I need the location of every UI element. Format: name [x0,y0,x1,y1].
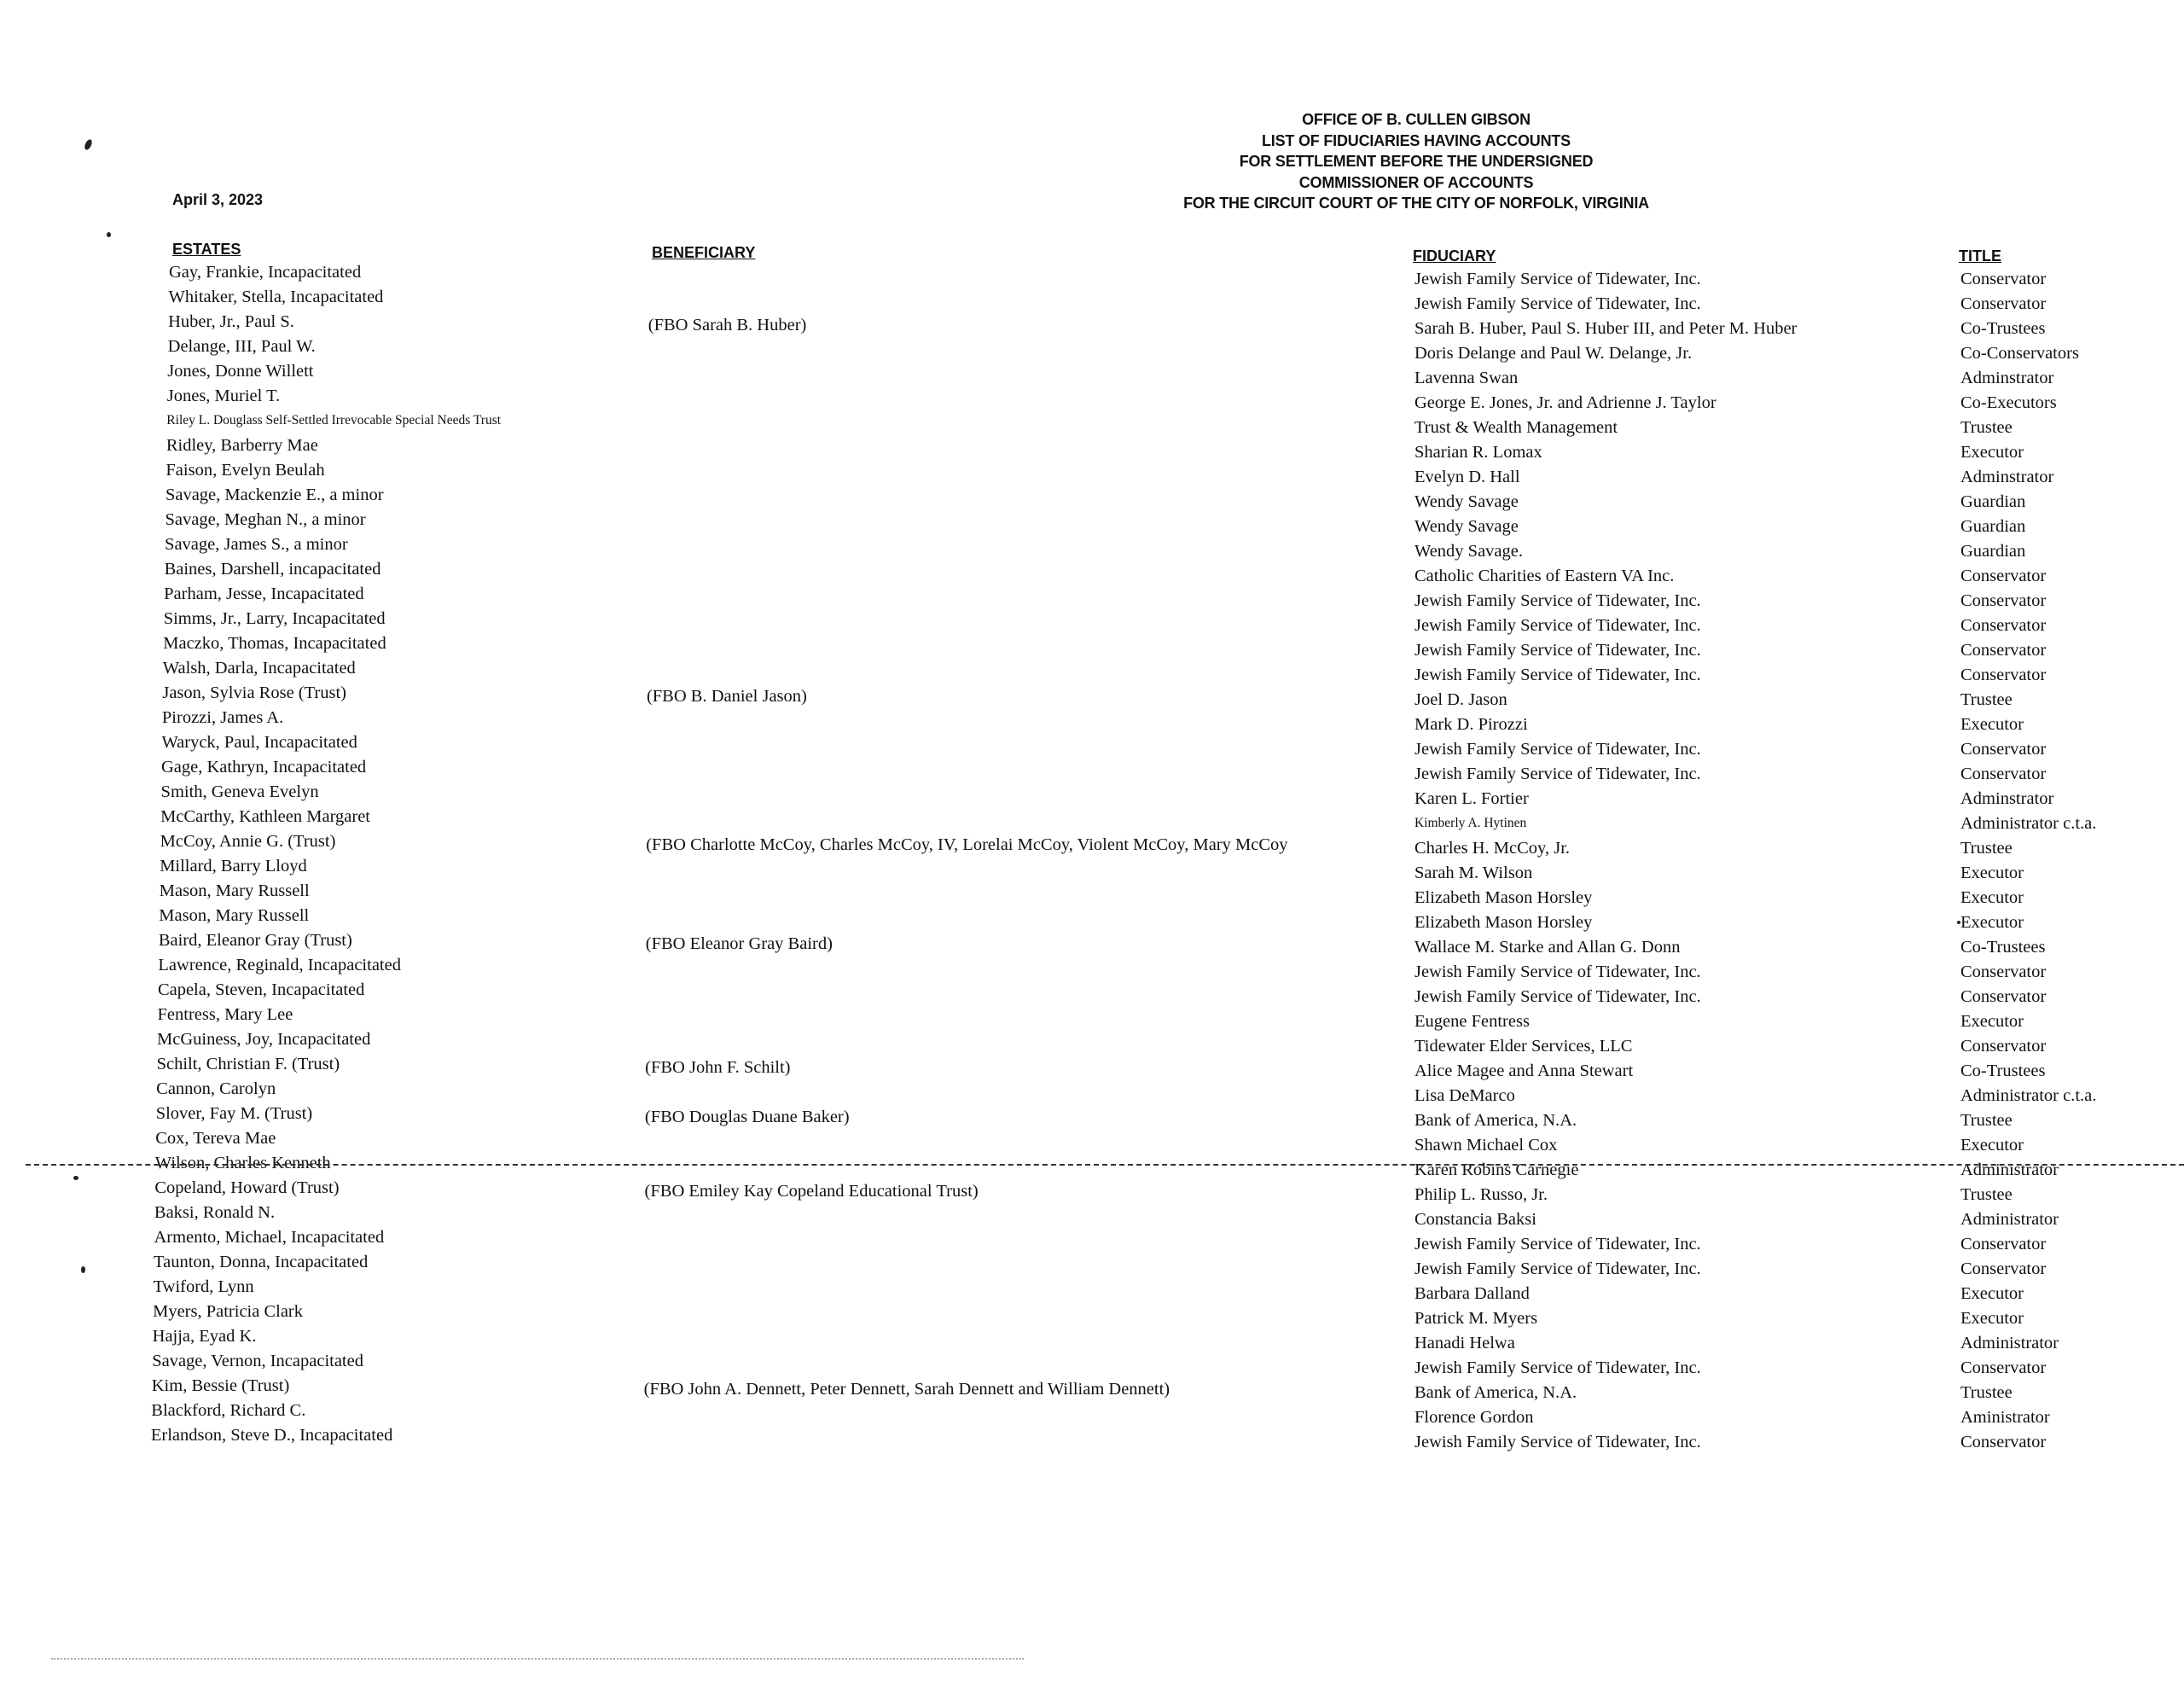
estate-cell: Savage, Meghan N., a minor [165,510,366,529]
document-date: April 3, 2023 [172,191,264,208]
scan-speck [107,232,111,237]
fiduciary-cell: George E. Jones, Jr. and Adrienne J. Taylor [1414,393,1716,412]
fiduciary-cell: Charles H. McCoy, Jr. [1414,839,1571,858]
estate-cell: Fentress, Mary Lee [157,1005,293,1024]
scan-speck [84,138,94,151]
fiduciary-cell: Karen Robins Carnegie [1414,1160,1579,1179]
scan-artifact-line [51,1658,1024,1660]
estate-cell: Mason, Mary Russell [159,881,310,900]
fiduciary-cell: Kimberly A. Hytinen [1414,816,1527,830]
fiduciary-cell: Wallace M. Starke and Allan G. Donn [1414,938,1681,957]
estate-cell: Delange, III, Paul W. [167,337,316,356]
header-line-settlement: FOR SETTLEMENT BEFORE THE UNDERSIGNED [1239,153,1594,170]
fiduciary-cell: Jewish Family Service of Tidewater, Inc. [1414,1259,1701,1278]
beneficiary-cell: (FBO B. Daniel Jason) [646,687,807,706]
fiduciary-cell: Wendy Savage [1414,492,1519,511]
header-line-court: FOR THE CIRCUIT COURT OF THE CITY OF NORFOLK, VIRGINIA [1183,195,1649,212]
title-cell: Adminstrator [1960,468,2054,486]
title-cell: Co-Conservators [1960,344,2079,363]
column-header-fiduciary: FIDUCIARY [1413,247,1496,265]
estate-cell: Ridley, Barberry Mae [166,436,318,455]
estate-cell: Walsh, Darla, Incapacitated [162,659,356,678]
title-cell: Conservator [1960,963,2047,981]
beneficiary-cell: (FBO Eleanor Gray Baird) [645,934,833,953]
strikethrough-line [26,1164,2184,1166]
estate-cell: Riley L. Douglass Self-Settled Irrevocable Special Needs Trust [166,413,502,428]
fiduciary-cell: Tidewater Elder Services, LLC [1414,1037,1633,1056]
estate-cell: Baines, Darshell, incapacitated [164,560,381,579]
estate-cell: Lawrence, Reginald, Incapacitated [158,956,401,974]
estate-cell: Parham, Jesse, Incapacitated [164,585,364,603]
title-cell: Conservator [1960,294,2047,313]
estate-cell: Kim, Bessie (Trust) [151,1376,290,1395]
estate-cell: Copeland, Howard (Trust) [154,1178,340,1197]
fiduciary-cell: Jewish Family Service of Tidewater, Inc. [1414,1358,1701,1377]
title-cell: Guardian [1960,517,2026,536]
title-cell: Executor [1960,888,2024,907]
title-cell: Trustee [1960,839,2013,858]
title-cell: Administrator [1960,1160,2059,1179]
fiduciary-cell: Philip L. Russo, Jr. [1414,1185,1548,1204]
title-cell: Executor [1960,864,2024,882]
estate-cell: Cannon, Carolyn [156,1079,276,1098]
estate-cell: Waryck, Paul, Incapacitated [161,733,357,752]
document-header [990,109,1843,214]
estate-cell: Simms, Jr., Larry, Incapacitated [163,609,386,628]
estate-cell: Baksi, Ronald N. [154,1203,276,1222]
beneficiary-cell: (FBO John F. Schilt) [645,1058,791,1077]
title-cell: Co-Trustees [1960,319,2046,338]
title-cell: Trustee [1960,1111,2013,1130]
title-cell: Executor [1960,1284,2024,1303]
column-header-title: TITLE [1959,247,2001,265]
title-cell: Conservator [1960,1358,2047,1377]
scan-speck [81,1266,85,1273]
estate-cell: Myers, Patricia Clark [153,1302,304,1321]
estate-cell: McGuiness, Joy, Incapacitated [157,1030,371,1049]
title-cell: Trustee [1960,418,2013,437]
estate-cell: Slover, Fay M. (Trust) [155,1104,313,1123]
title-cell: Trustee [1960,1383,2013,1402]
estate-cell: Gay, Frankie, Incapacitated [169,263,362,282]
fiduciary-cell: Jewish Family Service of Tidewater, Inc. [1414,765,1701,783]
fiduciary-cell: Jewish Family Service of Tidewater, Inc. [1414,294,1701,313]
estate-cell: Taunton, Donna, Incapacitated [154,1253,369,1271]
estate-cell: Armento, Michael, Incapacitated [154,1228,385,1247]
title-cell: Guardian [1960,492,2026,511]
estate-cell: Savage, Vernon, Incapacitated [152,1352,363,1370]
estate-cell: Savage, Mackenzie E., a minor [165,486,384,504]
title-cell: Conservator [1960,616,2047,635]
title-cell: Executor [1960,443,2024,462]
fiduciary-cell: Lavenna Swan [1414,369,1519,387]
fiduciary-cell: Jewish Family Service of Tidewater, Inc. [1414,641,1701,660]
fiduciary-cell: Catholic Charities of Eastern VA Inc. [1414,567,1675,585]
fiduciary-cell: Wendy Savage. [1414,542,1524,561]
fiduciary-cell: Jewish Family Service of Tidewater, Inc. [1414,666,1701,684]
estate-cell: Maczko, Thomas, Incapacitated [163,634,386,653]
title-cell: Conservator [1960,641,2047,660]
fiduciary-cell: Constancia Baksi [1414,1210,1536,1229]
title-cell: Executor [1960,1012,2024,1031]
title-cell: Co-Executors [1960,393,2057,412]
title-cell: Conservator [1960,666,2047,684]
fiduciary-cell: Alice Magee and Anna Stewart [1414,1062,1634,1080]
column-header-estates: ESTATES [172,241,241,258]
fiduciary-cell: Florence Gordon [1414,1408,1534,1427]
title-cell: Conservator [1960,1235,2047,1253]
fiduciary-cell: Mark D. Pirozzi [1414,715,1528,734]
estate-cell: Jones, Muriel T. [166,387,281,405]
beneficiary-cell: (FBO Sarah B. Huber) [648,316,807,334]
estate-cell: Blackford, Richard C. [151,1401,306,1420]
title-cell: Conservator [1960,765,2047,783]
estate-cell: Millard, Barry Lloyd [160,857,307,875]
fiduciary-cell: Patrick M. Myers [1414,1309,1538,1328]
estate-cell: Capela, Steven, Incapacitated [157,980,365,999]
title-cell: Administrator c.t.a. [1960,1086,2097,1105]
title-cell: Aministrator [1960,1408,2050,1427]
fiduciary-cell: Shawn Michael Cox [1414,1136,1558,1155]
estate-cell: Cox, Tereva Mae [155,1129,276,1148]
title-cell: Executor [1960,715,2024,734]
fiduciary-cell: Jewish Family Service of Tidewater, Inc. [1414,740,1701,759]
fiduciary-cell: Sharian R. Lomax [1414,443,1542,462]
estate-cell: Pirozzi, James A. [161,708,284,727]
title-cell: Conservator [1960,1037,2047,1056]
fiduciary-cell: Jewish Family Service of Tidewater, Inc. [1414,987,1701,1006]
title-cell: Administrator [1960,1334,2059,1352]
title-cell: Conservator [1960,270,2047,288]
title-cell: Executor [1960,1136,2024,1155]
fiduciary-cell: Elizabeth Mason Horsley [1414,913,1593,932]
title-cell: Conservator [1960,567,2047,585]
title-cell: Adminstrator [1960,369,2054,387]
title-cell: Conservator [1960,591,2047,610]
estate-cell: Erlandson, Steve D., Incapacitated [150,1426,393,1445]
fiduciary-cell: Hanadi Helwa [1414,1334,1515,1352]
column-header-beneficiary: BENEFICIARY [652,244,756,261]
title-cell: Administrator [1960,1210,2059,1229]
fiduciary-cell: Jewish Family Service of Tidewater, Inc. [1414,270,1701,288]
title-cell: Executor [1960,913,2024,932]
estate-cell: Baird, Eleanor Gray (Trust) [158,931,352,950]
scan-speck [1957,921,1960,924]
fiduciary-cell: Jewish Family Service of Tidewater, Inc. [1414,591,1701,610]
fiduciary-cell: Jewish Family Service of Tidewater, Inc. [1414,963,1701,981]
fiduciary-cell: Karen L. Fortier [1414,789,1529,808]
fiduciary-cell: Joel D. Jason [1414,690,1507,709]
estate-cell: Whitaker, Stella, Incapacitated [168,288,384,306]
title-cell: Guardian [1960,542,2026,561]
estate-cell: Jones, Donne Willett [167,362,314,381]
estate-cell: Huber, Jr., Paul S. [168,312,294,331]
fiduciary-cell: Eugene Fentress [1414,1012,1530,1031]
title-cell: Executor [1960,1309,2024,1328]
beneficiary-cell: (FBO John A. Dennett, Peter Dennett, Sarah Dennett and William Dennett) [643,1380,1170,1399]
title-cell: Trustee [1960,690,2013,709]
title-cell: Adminstrator [1960,789,2054,808]
title-cell: Co-Trustees [1960,1062,2046,1080]
fiduciary-cell: Trust & Wealth Management [1414,418,1618,437]
fiduciary-cell: Wendy Savage [1414,517,1519,536]
fiduciary-cell: Bank of America, N.A. [1414,1111,1577,1130]
title-cell: Co-Trustees [1960,938,2046,957]
estate-cell: Savage, James S., a minor [165,535,348,554]
estate-cell: McCoy, Annie G. (Trust) [160,832,336,851]
title-cell: Conservator [1960,1433,2047,1451]
estate-cell: Faison, Evelyn Beulah [166,461,325,480]
fiduciary-cell: Bank of America, N.A. [1414,1383,1577,1402]
fiduciary-cell: Sarah M. Wilson [1414,864,1533,882]
estate-cell: Twiford, Lynn [153,1277,254,1296]
fiduciary-cell: Sarah B. Huber, Paul S. Huber III, and Peter M. Huber [1414,319,1798,338]
header-line-list: LIST OF FIDUCIARIES HAVING ACCOUNTS [1261,131,1571,149]
estate-cell: Gage, Kathryn, Incapacitated [161,758,367,777]
header-line-office: OFFICE OF B. CULLEN GIBSON [1302,111,1531,128]
fiduciary-cell: Elizabeth Mason Horsley [1414,888,1593,907]
title-cell: Conservator [1960,987,2047,1006]
estate-cell: Hajja, Eyad K. [152,1327,257,1346]
estate-cell: Smith, Geneva Evelyn [160,782,319,801]
fiduciary-cell: Barbara Dalland [1414,1284,1530,1303]
header-line-commissioner: COMMISSIONER OF ACCOUNTS [1298,173,1534,191]
beneficiary-cell: (FBO Charlotte McCoy, Charles McCoy, IV, Lorelai McCoy, Violent McCoy, Mary McCoy [646,835,1288,854]
fiduciary-cell: Jewish Family Service of Tidewater, Inc. [1414,1433,1701,1451]
title-cell: Conservator [1960,1259,2047,1278]
fiduciary-cell: Jewish Family Service of Tidewater, Inc. [1414,616,1701,635]
estate-cell: McCarthy, Kathleen Margaret [160,807,371,826]
estate-cell: Jason, Sylvia Rose (Trust) [162,683,346,702]
title-cell: Administrator c.t.a. [1960,814,2097,833]
scan-speck [73,1176,78,1180]
fiduciary-cell: Evelyn D. Hall [1414,468,1520,486]
fiduciary-cell: Doris Delange and Paul W. Delange, Jr. [1414,344,1693,363]
fiduciary-cell: Lisa DeMarco [1414,1086,1515,1105]
title-cell: Conservator [1960,740,2047,759]
estate-cell: Mason, Mary Russell [159,906,310,925]
title-cell: Trustee [1960,1185,2013,1204]
fiduciary-cell: Jewish Family Service of Tidewater, Inc. [1414,1235,1701,1253]
beneficiary-cell: (FBO Emiley Kay Copeland Educational Trust) [644,1182,979,1201]
estate-cell: Wilson, Charles Kenneth [154,1154,331,1172]
estate-cell: Schilt, Christian F. (Trust) [156,1055,340,1073]
beneficiary-cell: (FBO Douglas Duane Baker) [644,1108,850,1126]
